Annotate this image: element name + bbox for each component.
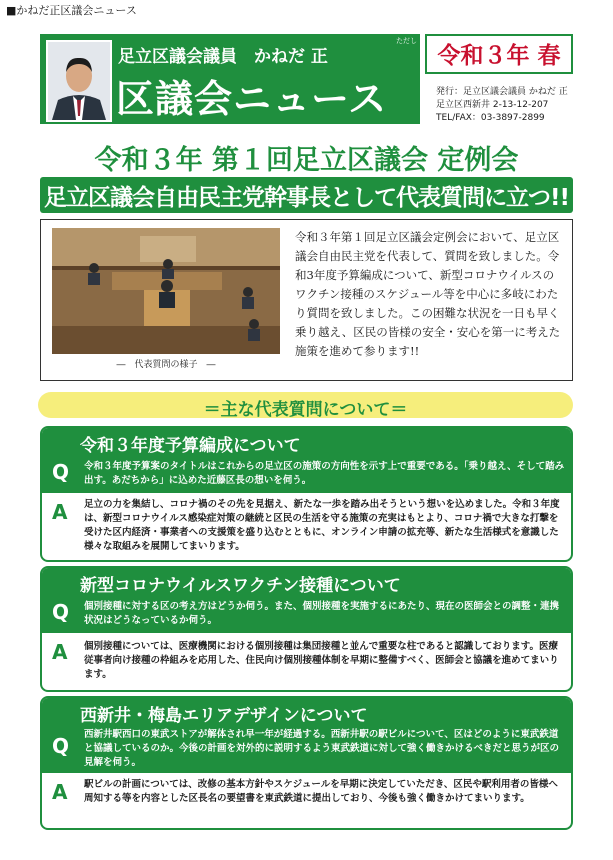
- header-title: 区議会ニュース: [116, 77, 388, 121]
- section-heading: ＝主な代表質問について＝: [203, 400, 408, 420]
- qa-section-budget: [40, 426, 573, 562]
- divider: [42, 632, 571, 633]
- answer-text: 個別接種については、医療機関における個別接種は集団接種と並んで重要な柱であると認識しております。医療従事者向け接種の枠組みを応用した、住民向け個別接種体制を早期に整備すべく、医師会と協議を進めてまいります。: [84, 641, 559, 680]
- a-label: A: [52, 500, 68, 524]
- season-text: 令和３年 春: [437, 43, 561, 69]
- assembly-photo: [52, 228, 280, 354]
- divider: [42, 492, 571, 493]
- photo-caption: ― 代表質問の様子 ―: [116, 360, 216, 370]
- q-label: Q: [52, 600, 70, 624]
- a-label: A: [52, 640, 68, 664]
- section-title: 新型コロナウイルスワクチン接種について: [80, 576, 401, 596]
- q-label: Q: [52, 734, 70, 758]
- answer-text: 駅ビルの計画については、改修の基本方針やスケジュールを早期に決定していただき、区民や駅利用者の皆様へ周知する等を内容とした区長名の要望書を東武鉄道に提出しており、今後も強く働きかけてまいります。: [84, 779, 558, 804]
- q-label: Q: [52, 460, 70, 484]
- section-title: 西新井・梅島エリアデザインについて: [80, 706, 368, 726]
- qa-section-area-design: [40, 696, 573, 830]
- headline-text: 足立区議会自由民主党幹事長として代表質問に立つ!!: [44, 185, 569, 211]
- councilor-photo: [46, 40, 112, 122]
- section-title: 令和３年度予算編成について: [80, 436, 301, 456]
- publisher-line: 発行：足立区議会議員 かねだ 正: [436, 87, 568, 97]
- name-ruby: ただし: [396, 37, 417, 45]
- question-text: 令和３年度予算案のタイトルはこれからの足立区の施策の方向性を示す上で重要である。「乗り越え、そして踏み出す。あだちから」に込めた近藤区長の想いを伺う。: [84, 461, 565, 486]
- question-text: 個別接種に対する区の考え方はどうか伺う。また、個別接種を実施するにあたり、現在の医師会との調整・連携状況はどうなっているか伺う。: [84, 601, 560, 626]
- lead-paragraph: 令和３年第１回足立区議会定例会において、足立区議会自由民主党を代表して、質問を致しました。令和3年度予算編成について、新型コロナウイルスのワクチン接種のスケジュール等を中心に多岐にわたり質問を致しました。この困難な状況を一日も早く乗り越え、区民の皆様の安全・安心を第一に考えた施策を進めて参ります!!: [295, 230, 561, 358]
- main-title: 令和３年 第１回足立区議会 定例会: [94, 145, 519, 176]
- address-line: 足立区西新井 2-13-12-207: [436, 100, 549, 110]
- phone-line: TEL/FAX：03-3897-2899: [436, 113, 545, 123]
- divider: [42, 772, 571, 773]
- header-subtitle: 足立区議会議員 かねだ 正: [118, 47, 328, 67]
- qa-section-vaccine: [40, 566, 573, 692]
- question-text: 西新井駅西口の東武ストアが解体され早一年が経過する。西新井駅の駅ビルについて、区はどのように東武鉄道と協議しているのか。今後の計画を対外的に説明するよう東武鉄道に対して強く働きかけるべきだと思うが区の見解を伺う。: [84, 729, 560, 768]
- newsletter-tag: ■かねだ正区議会ニュース: [6, 4, 137, 17]
- answer-text: 足立の力を集結し、コロナ禍のその先を見据え、新たな一歩を踏み出そうという想いを込めました。令和３年度は、新型コロナウイルス感染症対策の継続と区民の生活を守る施策の充実はもとより、コロナ禍で大きな打撃を受けた区内経済・事業者への支援策を盛り込むとともに、オンライン申請の拡充等、新たな生活様式を意識した様々な取組みを展開してまいります。: [84, 499, 560, 552]
- a-label: A: [52, 780, 68, 804]
